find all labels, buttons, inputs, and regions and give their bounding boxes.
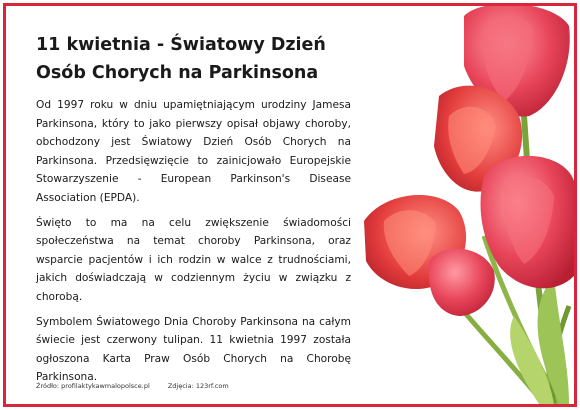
paragraph: Symbolem Światowego Dnia Choroby Parkinsona na całym świecie jest czerwony tulipan. 11 kwietnia 1997 została ogłoszona Karta Praw Osób Chorych na Chorobę Parkinsona.	[36, 315, 351, 384]
page-title: 11 kwietnia - Światowy Dzień Osób Chorych na Parkinsona	[36, 35, 326, 83]
article-body	[36, 96, 351, 393]
footer-credits	[36, 382, 245, 390]
photo-credit: Zdjęcia: 123rf.com	[167, 382, 229, 390]
source-credit: Źródło: profilaktykawmalopolsce.pl	[36, 382, 150, 390]
poster-frame	[3, 3, 577, 407]
tulips-image	[354, 6, 574, 404]
paragraph: Od 1997 roku w dniu upamiętniającym urodziny Jamesa Parkinsona, który to jako pierwszy opisał objawy choroby, obchodzony jest Światowy Dzień Osób Chorych na Parkinsona. Przedsięwzięcie to zainicjowało Europejskie Stowarzyszenie - European Parkinson's Disease Association (EPDA).	[36, 99, 351, 204]
paragraph: Święto to ma na celu zwiększenie świadomości społeczeństwa na temat choroby Parkinsona, oraz wsparcie pacjentów i ich rodzin w walce z trudnościami, jakich doświadczają w codziennym życiu w związku z chorobą.	[36, 216, 351, 303]
